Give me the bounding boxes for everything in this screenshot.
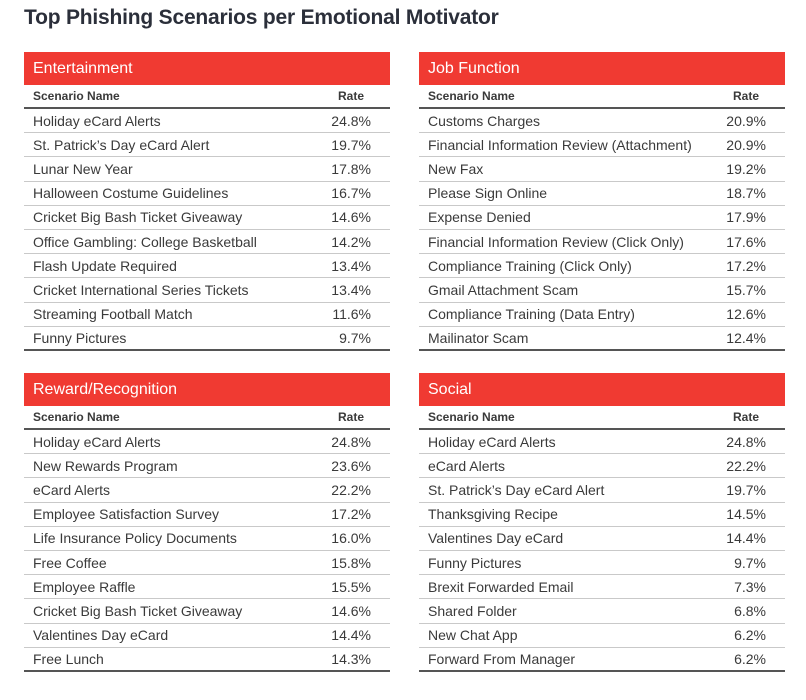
table-row — [419, 206, 785, 230]
scenario-rate: 14.4% — [331, 627, 371, 644]
scenario-name: Brexit Forwarded Email — [428, 578, 574, 595]
scenario-rate: 14.6% — [331, 602, 371, 619]
scenario-rate: 14.5% — [726, 506, 766, 523]
table-row — [419, 109, 785, 133]
column-header-scenario: Scenario Name — [33, 410, 120, 424]
table-row — [419, 230, 785, 254]
table-rows — [419, 430, 785, 672]
table-row — [24, 109, 390, 133]
table-entertainment — [24, 52, 390, 351]
scenario-name: New Fax — [428, 160, 484, 177]
scenario-name: St. Patrick’s Day eCard Alert — [428, 481, 605, 498]
scenario-name: Compliance Training (Data Entry) — [428, 306, 635, 323]
scenario-name: Financial Information Review (Attachment) — [428, 136, 692, 153]
scenario-rate: 16.7% — [331, 185, 371, 202]
table-row — [24, 230, 390, 254]
scenario-rate: 12.4% — [726, 329, 766, 346]
table-row — [419, 133, 785, 157]
scenario-name: Forward From Manager — [428, 650, 576, 667]
table-row — [24, 182, 390, 206]
scenario-rate: 17.6% — [726, 233, 766, 250]
scenario-rate: 18.7% — [726, 185, 766, 202]
column-headers — [24, 406, 390, 430]
scenario-name: Free Lunch — [33, 650, 104, 667]
table-row — [24, 430, 390, 454]
scenario-rate: 12.6% — [726, 306, 766, 323]
scenario-rate: 9.7% — [734, 554, 766, 571]
scenario-rate: 6.2% — [734, 627, 766, 644]
column-header-scenario: Scenario Name — [428, 410, 515, 424]
scenario-rate: 9.7% — [339, 329, 371, 346]
table-row — [419, 327, 785, 351]
table-row — [419, 551, 785, 575]
table-header: Reward/Recognition — [24, 373, 390, 406]
table-row — [419, 430, 785, 454]
scenario-name: Mailinator Scam — [428, 329, 529, 346]
table-row — [24, 133, 390, 157]
scenario-name: Holiday eCard Alerts — [33, 433, 161, 450]
table-row — [419, 624, 785, 648]
page-title: Top Phishing Scenarios per Emotional Motivator — [24, 6, 499, 29]
column-headers — [419, 85, 785, 109]
scenario-name: Financial Information Review (Click Only) — [428, 233, 684, 250]
table-row — [24, 206, 390, 230]
scenario-name: Lunar New Year — [33, 160, 133, 177]
table-row — [24, 503, 390, 527]
table-row — [24, 157, 390, 181]
scenario-rate: 7.3% — [734, 578, 766, 595]
scenario-name: Office Gambling: College Basketball — [33, 233, 257, 250]
table-rows — [24, 430, 390, 672]
scenario-name: Holiday eCard Alerts — [428, 433, 556, 450]
table-row — [24, 551, 390, 575]
scenario-rate: 19.7% — [726, 481, 766, 498]
scenario-name: Cricket International Series Tickets — [33, 281, 249, 298]
scenario-name: Streaming Football Match — [33, 306, 193, 323]
scenario-name: Holiday eCard Alerts — [33, 112, 161, 129]
scenario-rate: 17.2% — [331, 506, 371, 523]
table-row — [24, 599, 390, 623]
table-row — [24, 478, 390, 502]
table-header: Job Function — [419, 52, 785, 85]
table-row — [419, 157, 785, 181]
scenario-name: Halloween Costume Guidelines — [33, 185, 229, 202]
scenario-rate: 14.6% — [331, 209, 371, 226]
scenario-rate: 14.2% — [331, 233, 371, 250]
scenario-name: Funny Pictures — [428, 554, 522, 571]
table-row — [419, 527, 785, 551]
table-row — [419, 575, 785, 599]
column-headers — [419, 406, 785, 430]
scenario-rate: 24.8% — [331, 112, 371, 129]
table-row — [24, 254, 390, 278]
scenario-name: New Rewards Program — [33, 457, 178, 474]
table-row — [24, 303, 390, 327]
scenario-rate: 22.2% — [726, 457, 766, 474]
scenario-name: Employee Satisfaction Survey — [33, 506, 219, 523]
column-header-rate: Rate — [732, 410, 759, 424]
scenario-name: Expense Denied — [428, 209, 531, 226]
scenario-rate: 16.0% — [331, 530, 371, 547]
table-row — [24, 527, 390, 551]
table-row — [24, 648, 390, 672]
scenario-name: Life Insurance Policy Documents — [33, 530, 237, 547]
scenario-name: eCard Alerts — [428, 457, 506, 474]
scenario-rate: 19.2% — [726, 160, 766, 177]
table-row — [419, 278, 785, 302]
scenario-name: Thanksgiving Recipe — [428, 506, 558, 523]
scenario-rate: 15.5% — [331, 578, 371, 595]
table-row — [24, 278, 390, 302]
column-header-rate: Rate — [732, 89, 759, 103]
scenario-rate: 22.2% — [331, 481, 371, 498]
scenario-name: Cricket Big Bash Ticket Giveaway — [33, 602, 243, 619]
table-row — [419, 648, 785, 672]
scenario-name: eCard Alerts — [33, 481, 111, 498]
scenario-rate: 24.8% — [331, 433, 371, 450]
table-reward-recognition — [24, 373, 390, 672]
table-row — [419, 599, 785, 623]
scenario-rate: 13.4% — [331, 257, 371, 274]
scenario-rate: 13.4% — [331, 281, 371, 298]
column-header-rate: Rate — [337, 410, 364, 424]
scenario-rate: 11.6% — [332, 306, 371, 323]
column-headers — [24, 85, 390, 109]
table-row — [419, 303, 785, 327]
table-row — [419, 454, 785, 478]
scenario-name: Valentines Day eCard — [33, 627, 169, 644]
table-row — [419, 478, 785, 502]
table-rows — [419, 109, 785, 351]
column-header-scenario: Scenario Name — [33, 89, 120, 103]
table-header: Entertainment — [24, 52, 390, 85]
scenario-name: Cricket Big Bash Ticket Giveaway — [33, 209, 243, 226]
scenario-rate: 6.2% — [734, 650, 766, 667]
scenario-rate: 15.8% — [331, 554, 371, 571]
scenario-name: Customs Charges — [428, 112, 541, 129]
scenario-name: Employee Raffle — [33, 578, 136, 595]
scenario-name: New Chat App — [428, 627, 518, 644]
column-header-rate: Rate — [337, 89, 364, 103]
table-row — [419, 182, 785, 206]
scenario-rate: 17.2% — [726, 257, 766, 274]
scenario-name: Flash Update Required — [33, 257, 177, 274]
scenario-name: Shared Folder — [428, 602, 517, 619]
scenario-name: Compliance Training (Click Only) — [428, 257, 632, 274]
scenario-rate: 19.7% — [331, 136, 371, 153]
scenario-name: St. Patrick’s Day eCard Alert — [33, 136, 210, 153]
scenario-name: Free Coffee — [33, 554, 107, 571]
table-row — [419, 503, 785, 527]
scenario-rate: 20.9% — [726, 136, 766, 153]
table-header: Social — [419, 373, 785, 406]
scenario-rate: 17.9% — [726, 209, 766, 226]
table-row — [24, 327, 390, 351]
scenario-name: Valentines Day eCard — [428, 530, 564, 547]
scenario-rate: 24.8% — [726, 433, 766, 450]
table-row — [24, 454, 390, 478]
table-row — [419, 254, 785, 278]
scenario-name: Please Sign Online — [428, 185, 548, 202]
scenario-rate: 6.8% — [734, 602, 766, 619]
scenario-rate: 14.3% — [331, 650, 371, 667]
table-social — [419, 373, 785, 672]
scenario-rate: 15.7% — [726, 281, 766, 298]
scenario-rate: 14.4% — [726, 530, 766, 547]
table-row — [24, 624, 390, 648]
table-row — [24, 575, 390, 599]
table-rows — [24, 109, 390, 351]
scenario-rate: 23.6% — [331, 457, 371, 474]
table-job-function — [419, 52, 785, 351]
scenario-name: Funny Pictures — [33, 329, 127, 346]
scenario-rate: 20.9% — [726, 112, 766, 129]
scenario-name: Gmail Attachment Scam — [428, 281, 579, 298]
column-header-scenario: Scenario Name — [428, 89, 515, 103]
scenario-rate: 17.8% — [331, 160, 371, 177]
